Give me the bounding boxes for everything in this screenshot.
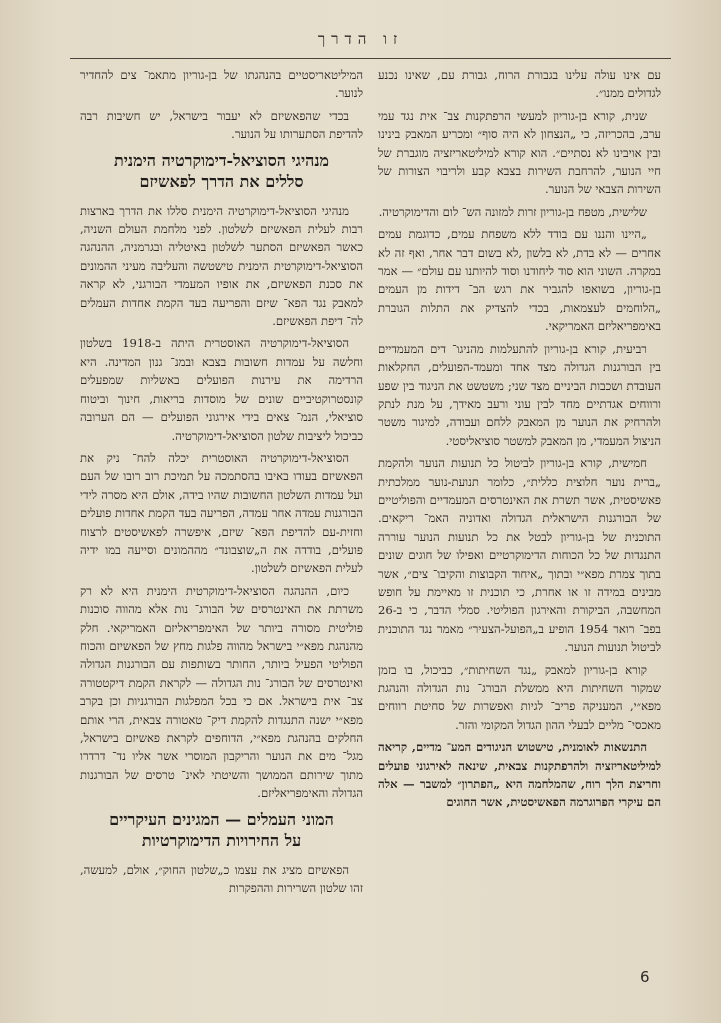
paragraph: כיום, ההנהגה הסוציאל-דימוקרטית הימנית היא לא רק משרתת את האינטרסים של הבורג־ נות אלא מהווה סוכנות פוליטית מסורה ביותר של האימפריאליזם האמריקאי. חלק מהנהגת מפא״י בישראל מהווה פלגות מחץ של הפאשיזם והכוח הפוליטי הפעיל ביותר, החותר בשותפות עם הבורגנות הגדולה ואינטרסים של הבורג־ נות הגדולה — לקראת הקמת דיקטטורה צב־ אית בישראל. אם כי בכל המפלגות הבורגניות וכן בקרב מפא״י ישנה התנגדות להקמת דיק־ טאטורה צבאית, הרי אותם החלקים בהנהגת מפא״י, הדוחפים לקראת פאשיזם בישראל, מגל־ מים את הנוער והריקבון המוסרי אשר אליו נד־ דרדרו מתוך שירותם הממושך והשיטתי לאינ־ טרסים של הבורגנות הגדולה והאימפריאליזם. (80, 583, 363, 801)
paragraph: הפאשיזם מציג את עצמו כ„שלטון החוק״, אולם, למעשה, זהו שלטון השרירות וההפקרות (80, 862, 363, 896)
paragraph: „היינו והננו עם בודד ללא משפחת עמים, כדוגמת עמים אחרים — לא בדת, לא בלשון ,לא בשום דבר אחר, ואף זה לא במקרה. השוני הוא סוד ליחודנו וסוד להיותנו עם עולם״ — אמר בן-גוריון, בשואפו להגביר את רגש הב־ דידות מן העמים „הלוחמים לעצמאות, בכדי להצדיק את התלות הגוברת באימפריאליזם האמריקאי. (378, 227, 661, 334)
paragraph: מנהיגי הסוציאל-דימוקרטיה הימנית סללו את הדרך בארצות רבות לעלית הפאשיזם לשלטון. לפני מלחמת העולם השניה, כאשר הפאשיזם הסתער לשלטון באיטליה ובגרמניה, ההנהגה הסוציאל-דימוקרטית הימנית טישטשה והעליבה מעיני ההמונים את סכנת הפאשיזם, את אופיו המעמדי הבורגני, לא קראה למאבק נגד הפא־ שיזם והפריעה בעד הקמת אחדות העמלים לה־ דיפת הפאשיזם. (80, 203, 363, 329)
paragraph: שנית, קורא בן-גוריון למעשי הרפתקנות צב־ אית נגד עמי ערב, בהכריזה, כי „הנצחון לא היה סוף״ ומכריע המאבק בינינו ובין אויבינו לא נסתיים״. הוא קורא למיליטאריזציה מוגברת של חיי הנוער, להרחבת השירות בצבא קבע ולריבוי הצורות של השירות הצבאי של הנוער. (378, 108, 661, 197)
paragraph: התנשאות לאומנית, טישטוש הניגודים המע־ מדיים, קריאה למיליטאריזציה ולהרפתקנות צבאית, שינאה לאירגוני פועלים וחריצת הלך רוח, שהמלחמה היא „הפתרון״ למשבר — אלה הם עיקרי הפרוגרמה הפאשיסטית, אשר החוגים (378, 740, 661, 810)
left-column (80, 66, 363, 996)
right-column (378, 66, 661, 996)
paragraph: עם אינו עולה עלינו בגבורת הרוח, גבורת עם, שאינו נכנע לגדולים ממנו״. (378, 68, 661, 101)
header-rule (70, 58, 671, 59)
heading-line: מנהיגי הסוציאל-דימוקרטיה הימנית (113, 150, 330, 170)
paragraph: הסוציאל-דימוקרטיה האוסטרית היתה ב-1918 בשלטון וחלשה על עמדות חשובות בצבא ובמנ־ גנון המדינה. היא הרדימה את עירנות הפועלים באשליות שמפעלים קונסטרוקטיביים שונים של מוסדות בריאות, חינוך וביטוח סוציאלי, הנמ־ צאים בידי אירגוני הפועלים — הם הערובה כביכול ליציבות שלטון הסוציאל-דימוקרטיה. (80, 336, 363, 443)
page-number: 6 (640, 968, 650, 986)
paragraph: קורא בן-גוריון למאבק „נגד השחיתות״, כביכול, בו בזמן שמקור השחיתות היא ממשלת הבורג־ נות הגדולה והנהגת מפא״י, המעניקה פריב־ לגיות ואפשרות של סחיטת רווחים מאכסי־ מליים לבעלי ההון הגדול המקומי והזר. (378, 662, 661, 732)
paragraph: הסוציאל-דימוקרטיה האוסטרית יכלה להח־ ניק את הפאשיזם בעודו באיבו בהסתמכה על תמיכת רוב רובו של העם ועל עמדות השלטון החשובות שהיו בידה, אולם היא מסרה לידי הבורגנות עמדה אחר עמדה, הפריעה בעד הקמת אחדות פועלים וחזית-עם להדיפת הפא־ שיזם, איפשרה לפאשיסטים לרצוח פועלים, בודדה את ה„שוצבונד״ מההמונים וסייעה במו ידיה לעלית הפאשיזם לשלטון. (80, 450, 363, 576)
section-heading-2 (80, 809, 363, 851)
section-heading-1 (80, 150, 363, 192)
paragraph: המיליטאריסטיים בהנהגתו של בן-גוריון מתאמ־ צים להחדיר לנוער. (80, 68, 363, 101)
heading-line: על החירויות הדימוקרטיות (141, 830, 302, 850)
paragraph: בכדי שהפאשיזם לא יעבור בישראל, יש חשיבות רבה להדיפת הסתערותו על הנוער. (80, 108, 363, 142)
running-title: זו הדרך (317, 30, 404, 48)
heading-line: המוני העמלים — המגינים העיקריים (109, 809, 334, 829)
paragraph: חמישית, קורא בן-גוריון לביטול כל תנועות הנוער ולהקמת „ברית נוער חלוצית כללית״, כלומר תנועת-נוער ממלכתית פאשיסטית, אשר תשרת את האינטרסים המעמדיים והפוליטיים של הבורגנות הישראלית הגדולה ואדוניה האמ־ ריקאים. התוכנית של בן-גוריון לבטל את כל תנועות הנוער עוררה התנגדות של כל הכוחות הדימוקרטיים ואפילו של חוגים שונים בתוך צמרת מפא״י ובתוך „איחוד הקבוצות והקיבו־ צים״, אשר מבינים במידה זו או אחרת, כי תוכנית זו מאיימת על חופש המחשבה, הביקורת והאירגון הפוליטי. סמלי הדבר, כי ב-26 בפב־ רואר 1954 הופיע ב„הפועל-הצעיר״ מאמר נגד התוכנית לביטול תנועות הנוער. (378, 456, 661, 655)
paragraph: שלישית, מטפח בן-גוריון זרות למזונה הש־ לום והדימוקרטיה. (378, 204, 647, 219)
paragraph: רביעית, קורא בן-גוריון להתעלמות מהניגו־ דים המעמדיים בין הבורגנות הגדולה מצד אחד ומעמד-הפועלים, החקלאות העובדת ושכבות הביניים מצד שני; משטשט את הניגוד בין שפע ורווחים אגדתיים מחד לבין עוני ורעב מאידך, על מנת לנתק ולהרחיק את הנוער מן המאבק ללחם ועבודה, למיגור משטר הניצול המעמדי, מן המאבק למשטר סוציאליסטי. (378, 341, 661, 448)
heading-line: סללים את הדרך לפאשיזם (139, 171, 304, 191)
